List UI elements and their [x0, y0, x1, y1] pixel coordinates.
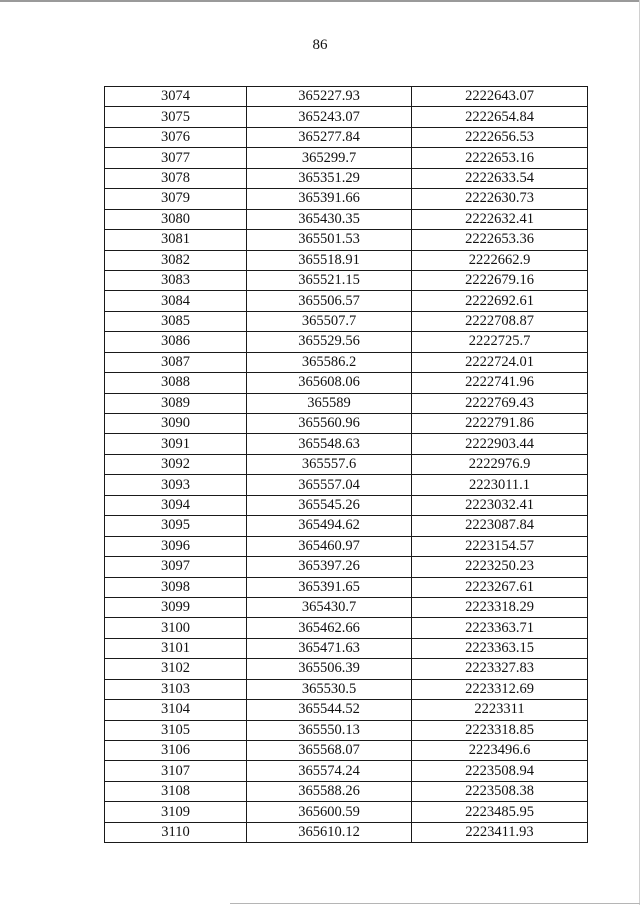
y-coordinate-cell: 2222679.16	[412, 270, 588, 290]
x-coordinate-cell: 365506.57	[247, 291, 412, 311]
point-id-cell: 3078	[105, 168, 247, 188]
table-row	[105, 720, 588, 740]
table-row	[105, 495, 588, 515]
table-row	[105, 577, 588, 597]
x-coordinate-cell: 365471.63	[247, 638, 412, 658]
y-coordinate-cell: 2223011.1	[412, 475, 588, 495]
y-coordinate-cell: 2222741.96	[412, 373, 588, 393]
table-row	[105, 189, 588, 209]
table-row	[105, 311, 588, 331]
point-id-cell: 3104	[105, 700, 247, 720]
x-coordinate-cell: 365391.66	[247, 189, 412, 209]
table-row	[105, 781, 588, 801]
y-coordinate-cell: 2223496.6	[412, 741, 588, 761]
x-coordinate-cell: 365507.7	[247, 311, 412, 331]
table-row	[105, 557, 588, 577]
point-id-cell: 3107	[105, 761, 247, 781]
table-row	[105, 516, 588, 536]
y-coordinate-cell: 2222791.86	[412, 414, 588, 434]
x-coordinate-cell: 365521.15	[247, 270, 412, 290]
y-coordinate-cell: 2222769.43	[412, 393, 588, 413]
y-coordinate-cell: 2222976.9	[412, 454, 588, 474]
x-coordinate-cell: 365506.39	[247, 659, 412, 679]
table-row	[105, 659, 588, 679]
table-row	[105, 618, 588, 638]
point-id-cell: 3098	[105, 577, 247, 597]
y-coordinate-cell: 2223411.93	[412, 822, 588, 842]
x-coordinate-cell: 365557.04	[247, 475, 412, 495]
y-coordinate-cell: 2222653.16	[412, 148, 588, 168]
y-coordinate-cell: 2223363.71	[412, 618, 588, 638]
point-id-cell: 3100	[105, 618, 247, 638]
y-coordinate-cell: 2223327.83	[412, 659, 588, 679]
table-row	[105, 373, 588, 393]
x-coordinate-cell: 365501.53	[247, 230, 412, 250]
y-coordinate-cell: 2222643.07	[412, 87, 588, 107]
y-coordinate-cell: 2223485.95	[412, 802, 588, 822]
table-row	[105, 741, 588, 761]
y-coordinate-cell: 2222725.7	[412, 332, 588, 352]
point-id-cell: 3080	[105, 209, 247, 229]
x-coordinate-cell: 365227.93	[247, 87, 412, 107]
table-row	[105, 270, 588, 290]
table-row	[105, 761, 588, 781]
point-id-cell: 3075	[105, 107, 247, 127]
point-id-cell: 3092	[105, 454, 247, 474]
point-id-cell: 3108	[105, 781, 247, 801]
point-id-cell: 3090	[105, 414, 247, 434]
point-id-cell: 3096	[105, 536, 247, 556]
point-id-cell: 3094	[105, 495, 247, 515]
point-id-cell: 3082	[105, 250, 247, 270]
point-id-cell: 3099	[105, 597, 247, 617]
table-row	[105, 475, 588, 495]
table-row	[105, 597, 588, 617]
table-row	[105, 638, 588, 658]
y-coordinate-cell: 2222903.44	[412, 434, 588, 454]
y-coordinate-cell: 2223267.61	[412, 577, 588, 597]
point-id-cell: 3106	[105, 741, 247, 761]
table-row	[105, 414, 588, 434]
y-coordinate-cell: 2223154.57	[412, 536, 588, 556]
table-row	[105, 434, 588, 454]
coordinates-table-body	[105, 87, 588, 843]
x-coordinate-cell: 365568.07	[247, 741, 412, 761]
table-row	[105, 802, 588, 822]
table-row	[105, 230, 588, 250]
x-coordinate-cell: 365430.35	[247, 209, 412, 229]
x-coordinate-cell: 365460.97	[247, 536, 412, 556]
point-id-cell: 3097	[105, 557, 247, 577]
point-id-cell: 3076	[105, 127, 247, 147]
x-coordinate-cell: 365610.12	[247, 822, 412, 842]
y-coordinate-cell: 2222662.9	[412, 250, 588, 270]
table-row	[105, 209, 588, 229]
table-row	[105, 822, 588, 842]
y-coordinate-cell: 2222630.73	[412, 189, 588, 209]
point-id-cell: 3088	[105, 373, 247, 393]
x-coordinate-cell: 365586.2	[247, 352, 412, 372]
table-row	[105, 168, 588, 188]
x-coordinate-cell: 365560.96	[247, 414, 412, 434]
table-row	[105, 332, 588, 352]
page-number: 86	[312, 37, 328, 53]
coordinates-table	[104, 86, 588, 843]
x-coordinate-cell: 365574.24	[247, 761, 412, 781]
y-coordinate-cell: 2222708.87	[412, 311, 588, 331]
scan-edge-top	[0, 0, 640, 2]
x-coordinate-cell: 365391.65	[247, 577, 412, 597]
point-id-cell: 3085	[105, 311, 247, 331]
x-coordinate-cell: 365397.26	[247, 557, 412, 577]
point-id-cell: 3095	[105, 516, 247, 536]
y-coordinate-cell: 2222692.61	[412, 291, 588, 311]
x-coordinate-cell: 365243.07	[247, 107, 412, 127]
x-coordinate-cell: 365351.29	[247, 168, 412, 188]
point-id-cell: 3109	[105, 802, 247, 822]
y-coordinate-cell: 2223087.84	[412, 516, 588, 536]
y-coordinate-cell: 2223318.85	[412, 720, 588, 740]
point-id-cell: 3091	[105, 434, 247, 454]
y-coordinate-cell: 2222656.53	[412, 127, 588, 147]
table-row	[105, 679, 588, 699]
y-coordinate-cell: 2223363.15	[412, 638, 588, 658]
y-coordinate-cell: 2223318.29	[412, 597, 588, 617]
point-id-cell: 3101	[105, 638, 247, 658]
table-row	[105, 352, 588, 372]
table-row	[105, 107, 588, 127]
table-row	[105, 700, 588, 720]
y-coordinate-cell: 2223508.94	[412, 761, 588, 781]
x-coordinate-cell: 365462.66	[247, 618, 412, 638]
y-coordinate-cell: 2222632.41	[412, 209, 588, 229]
point-id-cell: 3089	[105, 393, 247, 413]
x-coordinate-cell: 365530.5	[247, 679, 412, 699]
x-coordinate-cell: 365550.13	[247, 720, 412, 740]
y-coordinate-cell: 2222633.54	[412, 168, 588, 188]
x-coordinate-cell: 365299.7	[247, 148, 412, 168]
point-id-cell: 3086	[105, 332, 247, 352]
x-coordinate-cell: 365529.56	[247, 332, 412, 352]
point-id-cell: 3077	[105, 148, 247, 168]
point-id-cell: 3084	[105, 291, 247, 311]
x-coordinate-cell: 365588.26	[247, 781, 412, 801]
x-coordinate-cell: 365544.52	[247, 700, 412, 720]
x-coordinate-cell: 365277.84	[247, 127, 412, 147]
point-id-cell: 3074	[105, 87, 247, 107]
y-coordinate-cell: 2223250.23	[412, 557, 588, 577]
table-row	[105, 127, 588, 147]
point-id-cell: 3103	[105, 679, 247, 699]
x-coordinate-cell: 365600.59	[247, 802, 412, 822]
x-coordinate-cell: 365589	[247, 393, 412, 413]
y-coordinate-cell: 2222653.36	[412, 230, 588, 250]
table-row	[105, 393, 588, 413]
x-coordinate-cell: 365557.6	[247, 454, 412, 474]
point-id-cell: 3110	[105, 822, 247, 842]
x-coordinate-cell: 365545.26	[247, 495, 412, 515]
table-row	[105, 148, 588, 168]
point-id-cell: 3079	[105, 189, 247, 209]
x-coordinate-cell: 365494.62	[247, 516, 412, 536]
y-coordinate-cell: 2222724.01	[412, 352, 588, 372]
table-row	[105, 250, 588, 270]
x-coordinate-cell: 365430.7	[247, 597, 412, 617]
scan-edge-bottom	[230, 903, 640, 904]
point-id-cell: 3102	[105, 659, 247, 679]
x-coordinate-cell: 365518.91	[247, 250, 412, 270]
table-row	[105, 454, 588, 474]
point-id-cell: 3083	[105, 270, 247, 290]
point-id-cell: 3093	[105, 475, 247, 495]
point-id-cell: 3081	[105, 230, 247, 250]
table-row	[105, 291, 588, 311]
y-coordinate-cell: 2223032.41	[412, 495, 588, 515]
y-coordinate-cell: 2223508.38	[412, 781, 588, 801]
table-row	[105, 87, 588, 107]
x-coordinate-cell: 365608.06	[247, 373, 412, 393]
point-id-cell: 3087	[105, 352, 247, 372]
y-coordinate-cell: 2223312.69	[412, 679, 588, 699]
x-coordinate-cell: 365548.63	[247, 434, 412, 454]
point-id-cell: 3105	[105, 720, 247, 740]
y-coordinate-cell: 2223311	[412, 700, 588, 720]
y-coordinate-cell: 2222654.84	[412, 107, 588, 127]
table-row	[105, 536, 588, 556]
